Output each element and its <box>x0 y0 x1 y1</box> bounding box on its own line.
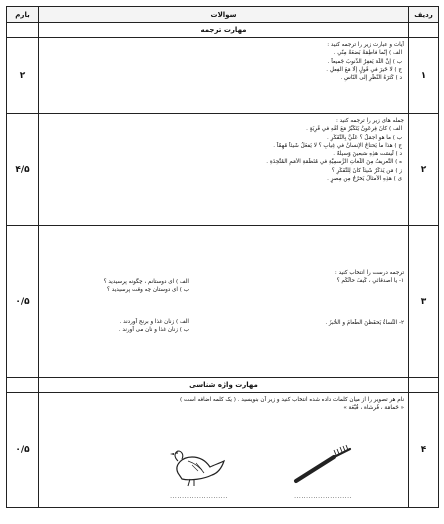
question-2-body <box>39 114 409 226</box>
question-2-item: الف ) كانَ فِرعَونُ يَتَكَبَّرُ مَعَ أُمَّهِ في قَرِيَةٍ . <box>306 126 402 133</box>
question-4-body <box>39 393 409 508</box>
question-2-item: ه ) التَّعريفُ مِنَ اللُّغاتِ الرَّسمِيَّةِ في مُنَظَّمَةِ الأُمَمِ المُتَّحِدَةِ . <box>266 159 402 166</box>
question-1-row <box>7 38 439 114</box>
question-3-options-a <box>49 278 189 295</box>
question-2-number: ۲ <box>409 114 439 226</box>
question-3-option[interactable]: ب ) ای دوستان چه وقت پرسیدید ؟ <box>107 287 189 294</box>
question-3-options-b <box>49 318 189 335</box>
question-1-score: ۲ <box>7 38 39 114</box>
header-row <box>7 7 439 23</box>
answer-blank[interactable]: ........................ <box>170 492 228 500</box>
answer-blank[interactable]: ........................ <box>294 492 352 500</box>
question-3-number: ۳ <box>409 226 439 378</box>
question-2-score: ۴/۵ <box>7 114 39 226</box>
pigeon-icon <box>164 443 234 489</box>
score-header: بارم <box>7 7 39 23</box>
toothbrush-icon <box>288 445 358 489</box>
question-1-title: آیات و عبارت زیر را ترجمه کنید : <box>327 42 404 48</box>
question-1-item: د ) كَثرَةُ النَّظَرِ إلى النّاسِ . <box>340 75 402 82</box>
question-4-score: ۰/۵ <box>7 393 39 508</box>
question-2-item: ی ) هذِهِ الأمثالُ يَخرُجُ مِن مِصرٍ . <box>327 176 402 183</box>
question-2-item: ب ) ما هو أجمَلُ ؟ عَلَيَّ بِالتَّفَكُّرِ . <box>327 134 402 141</box>
section-vocabulary-row <box>7 378 439 393</box>
question-3-score: ۰/۵ <box>7 226 39 378</box>
question-1-item: الف ) إنّما فاطِمَةُ بَضعَةٌ مِنّي . <box>333 50 402 57</box>
question-3-option[interactable]: الف ) زنان غذا و برنج آوردند . <box>119 319 189 325</box>
question-1-item: ب ) إنَّ اللّهَ يَغفِرُ الذُّنوبَ جَميعاً . <box>327 58 402 65</box>
question-3-title: ترجمه درست را انتخاب کنید : <box>334 270 404 276</box>
section-translation-row <box>7 23 439 38</box>
question-1-body <box>39 38 409 114</box>
question-3-sentence-1: ١- يا أصدقائي ، كَيفَ حالُكُم ؟ <box>336 278 404 285</box>
question-1-item: ج ) لا خَيرَ في قَولٍ إلّا مَعَ الفِعلِ . <box>326 66 402 73</box>
question-1-number: ۱ <box>409 38 439 114</box>
pigeon-illustration <box>159 443 239 501</box>
question-2-row <box>7 114 439 226</box>
question-3-body <box>39 226 409 378</box>
question-4-word-bank: « حَمامَة ، فُرشاة ، قُبَّعَة » <box>343 405 404 412</box>
question-4-row <box>7 393 439 508</box>
section-vocabulary-title: مهارت واژه شناسی <box>39 378 409 393</box>
row-header: ردیف <box>409 7 439 23</box>
question-2-item: د ) لَيسَت هذِهِ سَبعينَ وَسيلةً . <box>333 151 402 158</box>
question-3-option[interactable]: ب ) زنان غذا و نان می آورند . <box>118 327 189 334</box>
question-2-item: ج ) هذا ما يَحتاجُ الإنسانُ في غِيابِ ؟ لا يَفعَلُ شَيئاً مُهِمّاً . <box>273 142 402 149</box>
section-translation-title: مهارت ترجمه <box>39 23 409 38</box>
question-3-option[interactable]: الف ) ای دوستانم ، چگونه پرسیدید ؟ <box>103 279 189 285</box>
question-3-sentence-2: ٢- النِّساءُ يَحفَظنَ الطَّعامَ و الخُبزَ . <box>325 319 404 326</box>
toothbrush-illustration <box>283 445 363 501</box>
question-4-number: ۴ <box>409 393 439 508</box>
question-3-row <box>7 226 439 378</box>
questions-header: سوالات <box>39 7 409 23</box>
question-2-item: ز ) مَن يَذكُرُ شَيئاً كانَ لِلتَّفَكُّرِ ؟ <box>331 167 402 174</box>
exam-table <box>6 6 439 508</box>
question-4-title: نام هر تصویر را از میان کلمات داده شده انتخاب کنید و زیر آن بنویسید . ( یک کلمه اضافه است ) <box>179 397 404 403</box>
question-2-title: جمله های زیر را ترجمه کنید : <box>335 118 404 124</box>
